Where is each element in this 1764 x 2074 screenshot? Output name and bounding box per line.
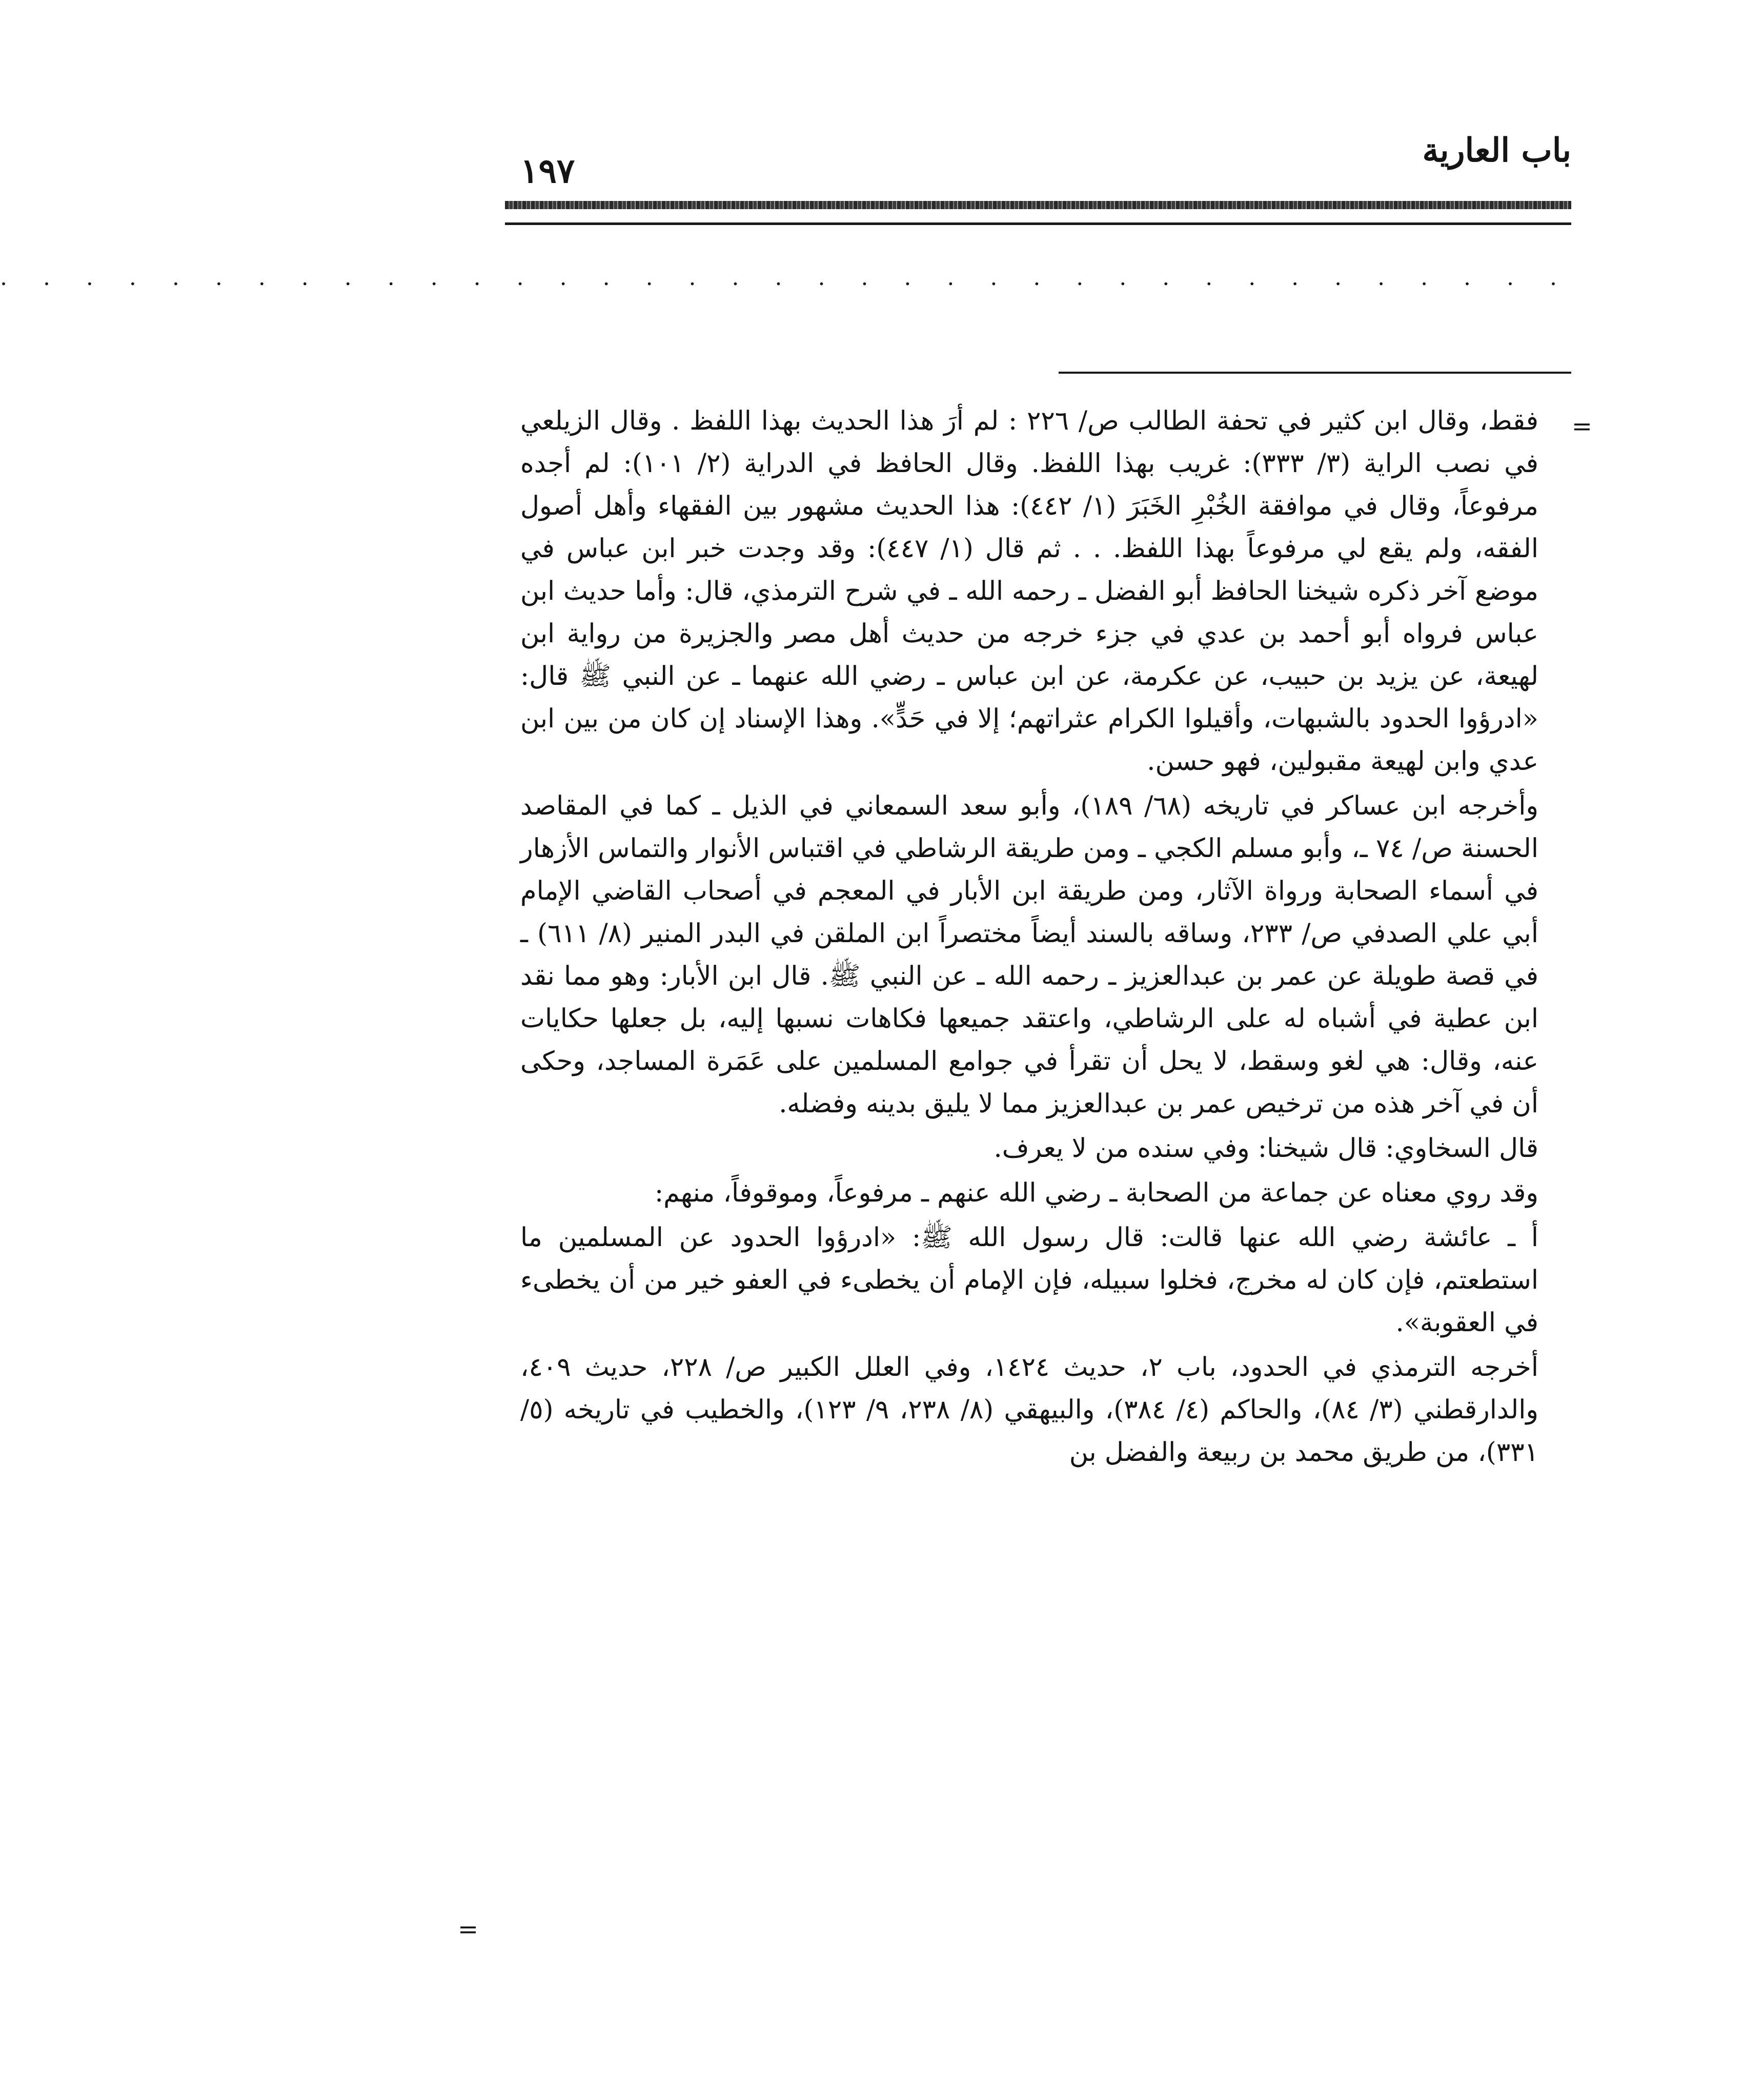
footnote-paragraph: أ ـ عائشة رضي الله عنها قالت: قال رسول الله ﷺ: «ادرؤوا الحدود عن المسلمين ما استطعتم، فإن كان له مخرج، فخلوا سبيله، فإن الإمام أن يخطىء في العفو خير من أن يخطىء في العقوبة». bbox=[520, 1223, 1538, 1338]
elided-main-text: . . . . . . . . . . . . . . . . . . . . . . . . . . . . . . . . . . . . . bbox=[0, 265, 1571, 291]
footnote-paragraph: فقط، وقال ابن كثير في تحفة الطالب ص/ ٢٢٦ : لم أرَ هذا الحديث بهذا اللفظ . وقال الزيلعي في نصب الراية (٣/ ٣٣٣): غريب بهذا اللفظ. وقال الحافظ في الدراية (٢/ ١٠١): لم أجده مرفوعاً، وقال في موافقة الخُبْرِ الخَبَرَ (١/ ٤٤٢): هذا الحديث مشهور بين الفقهاء وأهل أصول الفقه، ولم يقع لي مرفوعاً بهذا اللفظ. . . ثم قال (١/ ٤٤٧): وقد وجدت خبر ابن عباس في موضع آخر ذكره شيخنا الحافظ أبو الفضل ـ رحمه الله ـ في شرح الترمذي، قال: وأما حديث ابن عباس فرواه أبو أحمد بن عدي في جزء خرجه من حديث أهل مصر والجزيرة من رواية ابن لهيعة، عن يزيد بن حبيب، عن عكرمة، عن ابن عباس ـ رضي الله عنهما ـ عن النبي ﷺ قال: «ادرؤوا الحدود بالشبهات، وأقيلوا الكرام عثراتهم؛ إلا في حَدٍّ». وهذا الإسناد إن كان من بين ابن عدي وابن لهيعة مقبولين، فهو حسن. bbox=[520, 406, 1539, 777]
footnote-separator bbox=[1059, 372, 1571, 374]
page-number: ١٩٧ bbox=[520, 151, 575, 191]
footnote-continuation-mark-start: = bbox=[1571, 412, 1592, 441]
footnote-paragraph: وقد روي معناه عن جماعة من الصحابة ـ رضي الله عنهم ـ مرفوعاً، وموقوفاً، منهم: bbox=[654, 1178, 1538, 1208]
footnote-paragraph: قال السخاوي: قال شيخنا: وفي سنده من لا يعرف. bbox=[993, 1133, 1538, 1164]
footnote-paragraph: أخرجه الترمذي في الحدود، باب ٢، حديث ١٤٢٤، وفي العلل الكبير ص/ ٢٢٨، حديث ٤٠٩، والدارقطني (٣/ ٨٤)، والحاكم (٤/ ٣٨٤)، والبيهقي (٨/ ٢٣٨، ٩/ ١٢٣)، والخطيب في تاريخه (٥/ ٣٣١)، من طريق محمد بن ربيعة والفضل بن bbox=[520, 1352, 1539, 1468]
footnote-block bbox=[520, 400, 1538, 1474]
header-rule-thin bbox=[505, 222, 1571, 225]
footnote-continuation-mark-end: = bbox=[458, 1915, 479, 1944]
footnote-paragraph: وأخرجه ابن عساكر في تاريخه (٦٨/ ١٨٩)، وأبو سعد السمعاني في الذيل ـ كما في المقاصد الحسنة ص/ ٧٤ ـ، وأبو مسلم الكجي ـ ومن طريقة الرشاطي في اقتباس الأنوار والتماس الأزهار في أسماء الصحابة ورواة الآثار، ومن طريقة ابن الأبار في المعجم في أصحاب القاضي الإمام أبي علي الصدفي ص/ ٢٣٣، وساقه بالسند أيضاً مختصراً ابن الملقن في البدر المنير (٨/ ٦١١) ـ في قصة طويلة عن عمر بن عبدالعزيز ـ رحمه الله ـ عن النبي ﷺ. قال ابن الأبار: وهو مما نقد ابن عطية في أشباه له على الرشاطي، واعتقد جميعها فكاهات نسبها إليه، بل جعلها حكايات عنه، وقال: هي لغو وسقط، لا يحل أن تقرأ في جوامع المسلمين على عَمَرة المساجد، وحكى أن في آخر هذه من ترخيص عمر بن عبدالعزيز مما لا يليق بدينه وفضله. bbox=[520, 791, 1539, 1119]
running-head: باب العارية bbox=[1422, 131, 1571, 170]
header-rule-thick bbox=[505, 201, 1571, 209]
